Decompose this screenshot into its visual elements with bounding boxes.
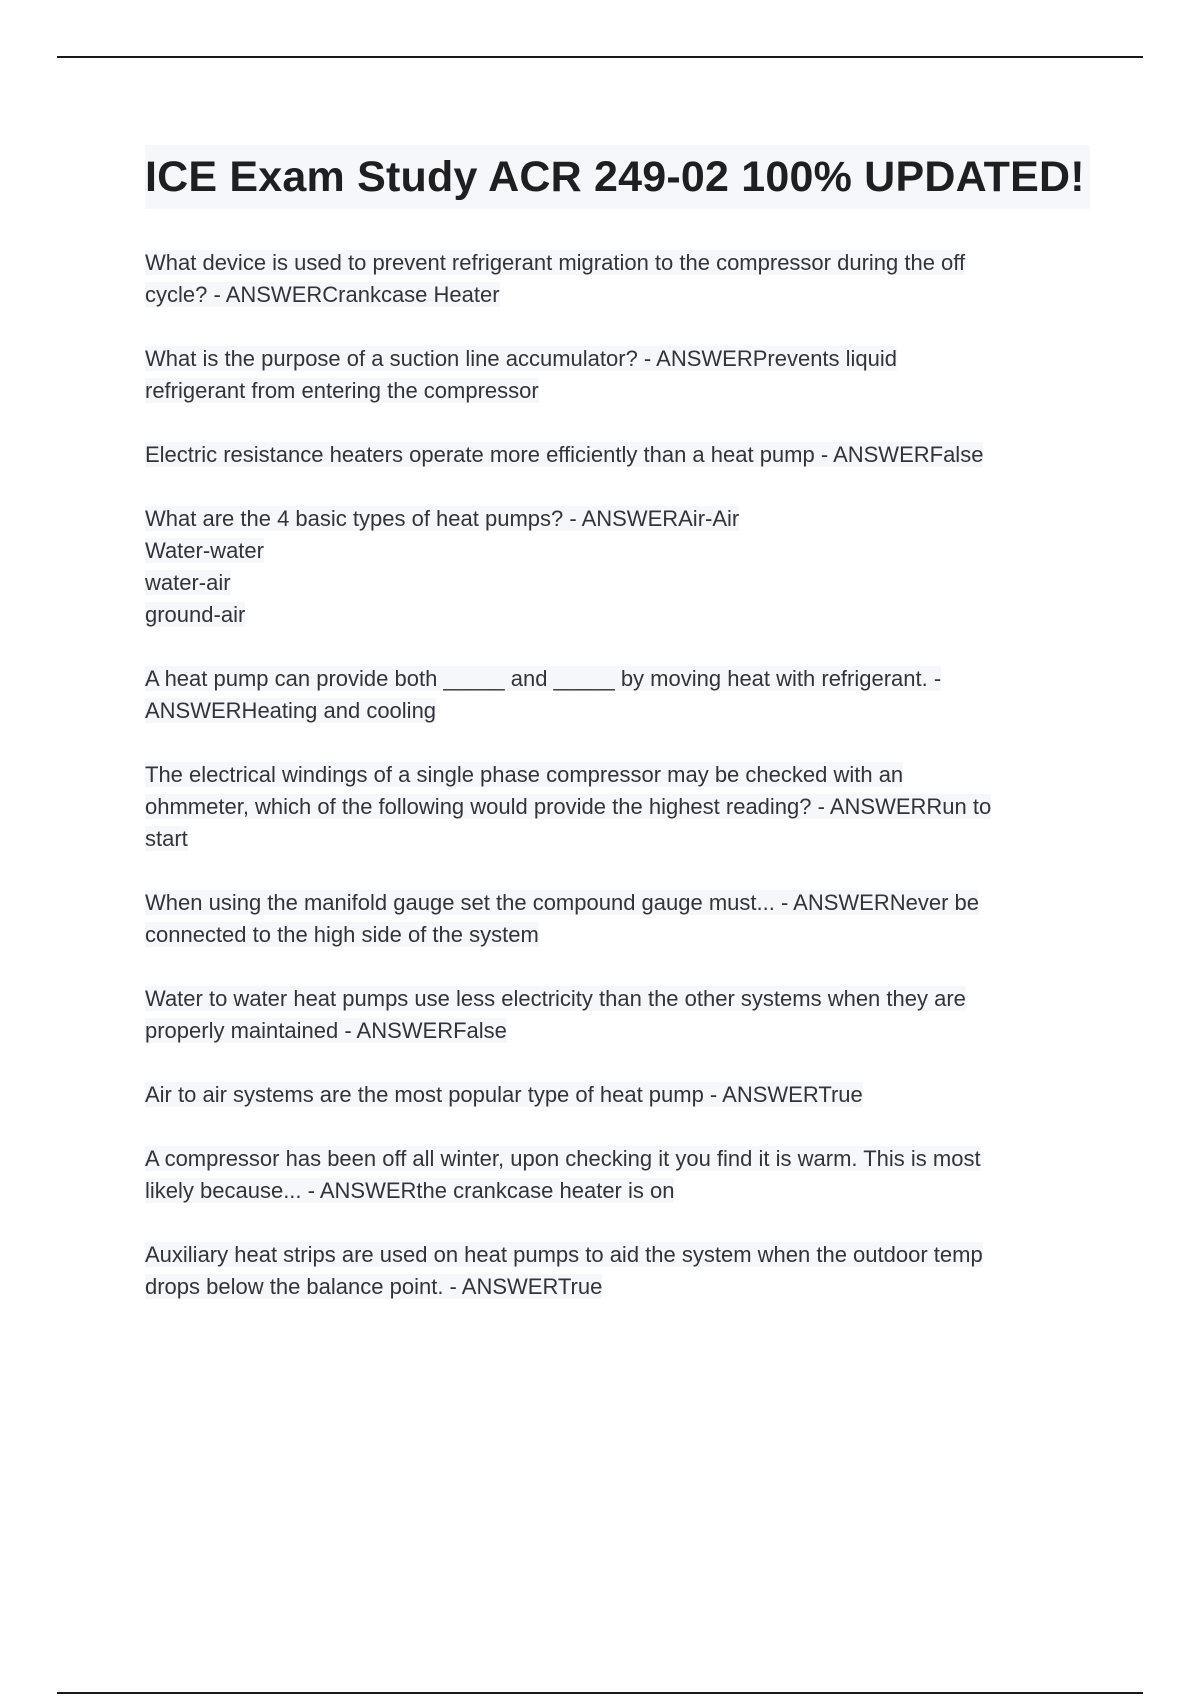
qa-item [145,887,1090,951]
qa-line [145,695,1090,727]
qa-line-text: What are the 4 basic types of heat pumps? - ANSWERAir-Air [145,506,740,531]
qa-line-text: Electric resistance heaters operate more efficiently than a heat pump - ANSWERFalse [145,442,984,467]
qa-line-text: Water to water heat pumps use less electricity than the other systems when they are [145,986,966,1011]
qa-line [145,1143,1090,1175]
qa-line-text: What is the purpose of a suction line accumulator? - ANSWERPrevents liquid [145,346,898,371]
qa-line-text: cycle? - ANSWERCrankcase Heater [145,282,500,307]
qa-line-text: A compressor has been off all winter, upon checking it you find it is warm. This is most [145,1146,981,1171]
qa-line [145,279,1090,311]
qa-line-text: water-air [145,570,231,595]
qa-item [145,439,1090,471]
qa-item [145,759,1090,855]
qa-line-text: ohmmeter, which of the following would provide the highest reading? - ANSWERRun to [145,794,992,819]
qa-line [145,343,1090,375]
qa-line-text: Air to air systems are the most popular type of heat pump - ANSWERTrue [145,1082,863,1107]
qa-line-text: Auxiliary heat strips are used on heat pumps to aid the system when the outdoor temp [145,1242,983,1267]
qa-line [145,1079,1090,1111]
qa-list [145,247,1090,1303]
qa-line [145,599,1090,631]
qa-item [145,983,1090,1047]
qa-item [145,1143,1090,1207]
qa-item [145,247,1090,311]
top-rule [57,56,1143,58]
qa-line [145,887,1090,919]
qa-line-text: likely because... - ANSWERthe crankcase heater is on [145,1178,675,1203]
qa-item [145,343,1090,407]
document-body [145,145,1090,1335]
qa-line-text: Water-water [145,538,264,563]
qa-item [145,663,1090,727]
qa-item [145,1079,1090,1111]
title-block [145,145,1090,209]
qa-line [145,919,1090,951]
qa-line-text: ground-air [145,602,246,627]
qa-line [145,983,1090,1015]
qa-line-text: connected to the high side of the system [145,922,539,947]
qa-line [145,1175,1090,1207]
qa-line [145,439,1090,471]
bottom-rule [57,1692,1143,1694]
qa-line [145,1271,1090,1303]
qa-line [145,823,1090,855]
qa-line [145,247,1090,279]
qa-line [145,791,1090,823]
qa-line [145,567,1090,599]
qa-line-text: ANSWERHeating and cooling [145,698,437,723]
qa-item [145,1239,1090,1303]
document-title: ICE Exam Study ACR 249-02 100% UPDATED! [145,153,1085,201]
qa-line-text: properly maintained - ANSWERFalse [145,1018,507,1043]
qa-line [145,663,1090,695]
qa-line-text: drops below the balance point. - ANSWERTrue [145,1274,603,1299]
qa-item [145,503,1090,631]
qa-line-text: refrigerant from entering the compressor [145,378,539,403]
qa-line [145,1239,1090,1271]
qa-line-text: When using the manifold gauge set the compound gauge must... - ANSWERNever be [145,890,980,915]
qa-line [145,535,1090,567]
qa-line-text: The electrical windings of a single phase compressor may be checked with an [145,762,904,787]
qa-line [145,1015,1090,1047]
qa-line-text: start [145,826,188,851]
qa-line-text: A heat pump can provide both _____ and _____ by moving heat with refrigerant. - [145,666,942,691]
qa-line-text: What device is used to prevent refrigerant migration to the compressor during the off [145,250,966,275]
qa-line [145,375,1090,407]
qa-line [145,759,1090,791]
qa-line [145,503,1090,535]
